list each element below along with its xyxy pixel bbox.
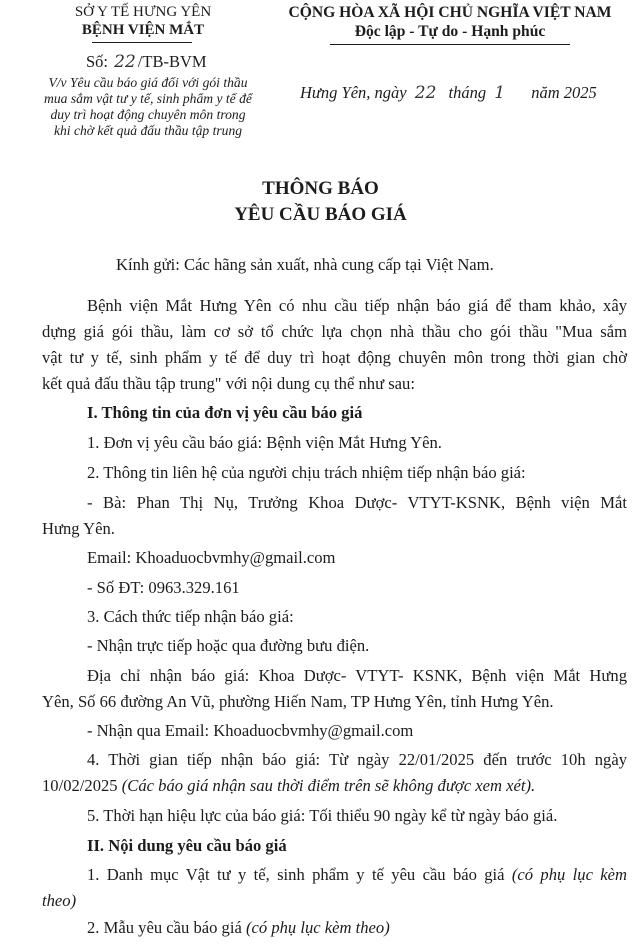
section2-heading: II. Nội dung yêu cầu báo giá <box>87 836 287 855</box>
section1-heading: I. Thông tin của đơn vị yêu cầu báo giá <box>87 403 363 422</box>
date-year: năm 2025 <box>531 83 597 102</box>
subject-line: mua sắm vật tư y tế, sinh phẩm y tế để <box>44 91 252 106</box>
s2-item2-text: 2. Mẫu yêu cầu báo giá <box>87 918 246 937</box>
subject-line: khi chờ kết quả đấu thầu tập trung <box>53 123 243 138</box>
s2-item1-note: (có phụ lục kèm <box>511 865 627 884</box>
intro-line: dựng giá gói thầu, làm cơ sở tổ chức lựa chọn nhà thầu cho gói thầu "Mua sắm <box>42 322 627 341</box>
address-line: Yên, Số 66 đường An Vũ, phường Hiến Nam, TP Hưng Yên, tỉnh Hưng Yên. <box>42 692 554 711</box>
email-line: Email: Khoaduocbvmhy@gmail.com <box>87 548 336 567</box>
date-month-label: tháng <box>448 83 487 102</box>
hospital-name: BỆNH VIỆN MẮT <box>81 22 205 38</box>
national-motto: Độc lập - Tự do - Hạnh phúc <box>354 23 546 40</box>
item-4: 4. Thời gian tiếp nhận báo giá: Từ ngày 22/01/2025 đến trước 10h ngày <box>87 750 627 769</box>
section2-item-1-cont: theo) <box>42 891 77 910</box>
ministry-name: SỞ Y TẾ HƯNG YÊN <box>74 4 212 20</box>
deadline-note: (Các báo giá nhận sau thời điểm trên sẽ không được xem xét). <box>121 776 536 795</box>
document-number <box>86 52 207 72</box>
item-2: 2. Thông tin liên hệ của người chịu trách nhiệm tiếp nhận báo giá: <box>87 463 526 482</box>
subject-line: duy trì hoạt động chuyên môn trong <box>50 107 246 122</box>
date-line <box>300 83 597 103</box>
intro-line: kết quả đấu thầu tập trung" với nội dung cụ thể như sau: <box>42 374 415 393</box>
number-prefix: Số: <box>86 52 109 71</box>
s2-item2-note: (có phụ lục kèm theo) <box>245 918 390 937</box>
date-month: 1 <box>494 83 506 103</box>
item-1: 1. Đơn vị yêu cầu báo giá: Bệnh viện Mắt Hưng Yên. <box>87 433 442 452</box>
deadline-date: 10/02/2025 <box>42 776 122 795</box>
s2-item1-text: 1. Danh mục Vật tư y tế, sinh phẩm y tế yêu cầu báo giá <box>87 865 512 884</box>
intro-line: vật tư y tế, sinh phẩm y tế để duy trì hoạt động chuyên môn trong thời gian chờ <box>42 348 627 367</box>
national-title: CỘNG HÒA XÃ HỘI CHỦ NGHĨA VIỆT NAM <box>288 4 612 21</box>
phone-line: - Số ĐT: 0963.329.161 <box>87 578 240 597</box>
address-line: Địa chỉ nhận báo giá: Khoa Dược- VTYT- KSNK, Bệnh viện Mắt Hưng <box>87 666 627 685</box>
contact-line: - Bà: Phan Thị Nụ, Trưởng Khoa Dược- VTYT-KSNK, Bệnh viện Mắt <box>87 493 627 512</box>
doc-subtitle: YÊU CẦU BÁO GIÁ <box>234 204 407 225</box>
subject-block <box>28 75 268 139</box>
number-handwritten: 22 <box>114 52 136 72</box>
receive-direct-line: - Nhận trực tiếp hoặc qua đường bưu điện. <box>87 636 370 655</box>
subject-line: V/v Yêu cầu báo giá đối với gói thầu <box>48 75 248 90</box>
doc-title: THÔNG BÁO <box>262 178 379 199</box>
date-day: 22 <box>414 83 437 103</box>
receive-email-line: - Nhận qua Email: Khoaduocbvmhy@gmail.com <box>87 721 414 740</box>
motto-underline <box>330 44 570 45</box>
hospital-underline <box>92 42 192 43</box>
recipient-line: Kính gửi: Các hãng sản xuất, nhà cung cấp tại Việt Nam. <box>116 255 494 274</box>
item-3: 3. Cách thức tiếp nhận báo giá: <box>87 607 294 626</box>
number-suffix: /TB-BVM <box>137 52 207 71</box>
item-4-deadline <box>42 774 535 798</box>
item-5: 5. Thời hạn hiệu lực của báo giá: Tối thiểu 90 ngày kể từ ngày báo giá. <box>87 806 558 825</box>
intro-line: Bệnh viện Mắt Hưng Yên có nhu cầu tiếp nhận báo giá để tham khảo, xây <box>87 296 627 315</box>
section2-item-2 <box>87 916 390 940</box>
contact-line: Hưng Yên. <box>42 519 115 538</box>
section2-item-1 <box>87 863 627 887</box>
date-place: Hưng Yên, ngày <box>300 83 407 102</box>
